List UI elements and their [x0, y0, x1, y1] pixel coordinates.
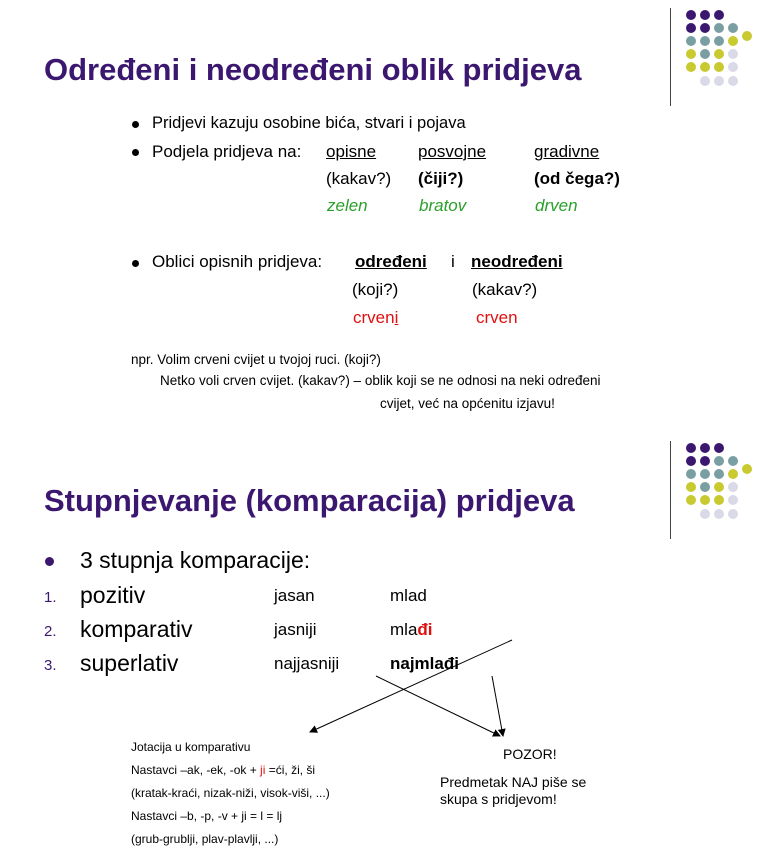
- example-definite-ending: i: [394, 308, 399, 327]
- example-opisne: zelen: [327, 196, 368, 215]
- type-opisne: opisne: [326, 142, 377, 161]
- arrow-to-jotation: [310, 640, 512, 732]
- form-definite: određeni: [355, 252, 427, 271]
- jotation-ji: ji: [260, 763, 266, 777]
- degree-example-2: najmlađi: [390, 654, 459, 673]
- question-opisne: (kakav?): [326, 169, 392, 188]
- arrow-to-pozor-2: [492, 676, 503, 736]
- example-posvojne: bratov: [419, 196, 467, 215]
- list-number: 3.: [44, 657, 57, 674]
- type-gradivne: gradivne: [534, 142, 600, 161]
- degree-example-1: jasniji: [274, 620, 317, 639]
- bullet-text: Pridjevi kazuju osobine bića, stvari i pojava: [152, 114, 466, 132]
- list-number: 2.: [44, 623, 57, 640]
- jotation-line-3: Nastavci –b, -p, -v + ji = l = lj: [131, 809, 283, 823]
- degree-name: superlativ: [80, 650, 179, 676]
- note-line-1: npr. Volim crveni cvijet u tvojoj ruci. (koji?): [131, 352, 381, 367]
- example-gradivne: drven: [535, 196, 578, 215]
- question-indefinite: (kakav?): [472, 280, 538, 299]
- pozor-line-1: Predmetak NAJ piše se: [440, 774, 587, 790]
- slide-title: Stupnjevanje (komparacija) pridjeva: [44, 483, 575, 518]
- bullet-text: Podjela pridjeva na:: [152, 142, 302, 161]
- degree-name: pozitiv: [80, 582, 146, 608]
- connector: i: [451, 252, 455, 271]
- example-red-ending: đi: [417, 620, 433, 639]
- bullet-text: 3 stupnja komparacije:: [80, 547, 311, 573]
- list-number: 1.: [44, 589, 57, 606]
- jotation-text: =ći, ži, ši: [265, 763, 316, 777]
- pozor-line-2: skupa s pridjevom!: [440, 791, 557, 807]
- question-gradivne: (od čega?): [534, 169, 620, 188]
- note-line-3: cvijet, već na općenitu izjavu!: [380, 396, 555, 411]
- degree-example-2: mlad: [390, 586, 427, 605]
- jotation-line-1: [131, 763, 315, 777]
- example-indefinite: crven: [476, 308, 518, 327]
- degree-name: komparativ: [80, 616, 193, 642]
- jotation-title: Jotacija u komparativu: [131, 740, 251, 754]
- question-posvojne: (čiji?): [418, 169, 464, 188]
- type-posvojne: posvojne: [418, 142, 487, 161]
- note-line-2: Netko voli crven cvijet. (kakav?) – oblik koji se ne odnosi na neki određeni: [160, 373, 601, 388]
- example-definite-stem: crven: [353, 308, 395, 327]
- jotation-line-4: (grub-grublji, plav-plavlji, ...): [131, 832, 279, 846]
- form-indefinite: neodređeni: [471, 252, 563, 271]
- arrow-to-pozor-1: [376, 676, 500, 736]
- degree-example-1: najjasniji: [274, 654, 340, 673]
- degree-example-1: jasan: [274, 586, 315, 605]
- example-stem: mla: [390, 620, 418, 639]
- bullet-text: Oblici opisnih pridjeva:: [152, 252, 323, 271]
- pozor-title: POZOR!: [503, 746, 557, 762]
- question-definite: (koji?): [352, 280, 399, 299]
- slide-title: Određeni i neodređeni oblik pridjeva: [44, 52, 582, 87]
- jotation-text: Nastavci –ak, -ek, -ok +: [131, 763, 261, 777]
- jotation-line-2: (kratak-kraći, nizak-niži, visok-viši, ...): [131, 786, 330, 800]
